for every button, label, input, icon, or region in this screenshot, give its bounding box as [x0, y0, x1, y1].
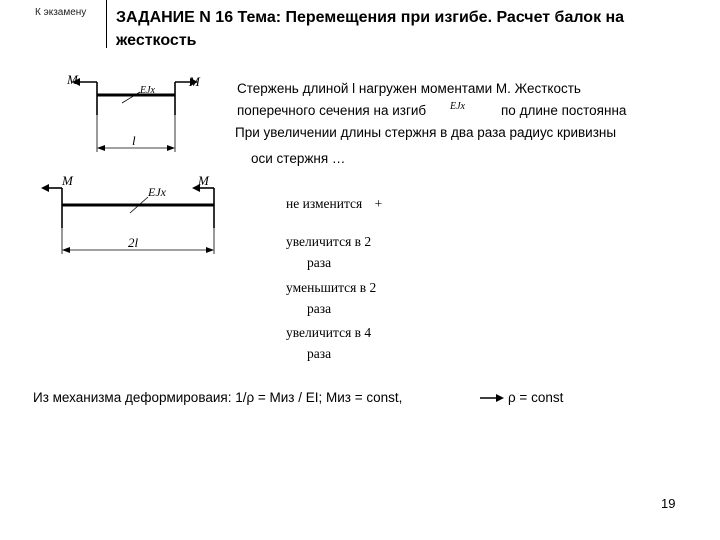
- beam-diagram-2: [38, 168, 233, 268]
- option-2[interactable]: [286, 231, 371, 273]
- statement-line-2b: по длине постоянна: [501, 103, 627, 118]
- option-2-line-2: раза: [307, 255, 332, 270]
- beam-diagram-1: [60, 70, 210, 158]
- stiffness-label-2: EJx: [148, 185, 166, 199]
- statement-line-2a: поперечного сечения на изгиб: [237, 103, 427, 118]
- option-4-line-1: увеличится в 4: [286, 325, 372, 340]
- statement-line-1: Стержень длиной l нагружен моментами M. Жесткость: [237, 81, 581, 96]
- page-title: [116, 6, 706, 52]
- length-label-2: 2l: [128, 235, 139, 250]
- moment-label-left-2: M: [62, 173, 73, 188]
- option-3-line-1: уменьшится в 2: [286, 280, 377, 295]
- statement-line-4: оси стержня …: [251, 151, 346, 166]
- option-4[interactable]: [286, 322, 371, 364]
- statement-stiffness-symbol: EJx: [450, 101, 465, 112]
- option-4-line-2: раза: [307, 346, 332, 361]
- moment-label-right-2: M: [198, 173, 209, 188]
- dimension-arrow-right-icon: [167, 145, 175, 151]
- arrow-right-icon: [480, 392, 504, 404]
- dimension-arrow-right-icon-2: [206, 247, 214, 253]
- explanation-result: ρ = const: [508, 390, 564, 405]
- option-1-text: не изменится: [286, 196, 363, 211]
- explanation-formula: Из механизма деформироваия: 1/ρ = Миз / EI; Миз = const,: [33, 390, 403, 405]
- correct-mark: +: [374, 196, 383, 211]
- exam-link[interactable]: К экзамену: [35, 7, 87, 18]
- option-3[interactable]: [286, 277, 376, 319]
- option-3-line-2: раза: [307, 301, 332, 316]
- length-label-1: l: [132, 133, 136, 148]
- statement-line-3: При увеличении длины стержня в два раза радиус кривизны: [235, 125, 617, 140]
- moment-label-right-1: M: [189, 74, 200, 89]
- option-2-line-1: увеличится в 2: [286, 234, 372, 249]
- stiffness-label-1: EJx: [140, 85, 155, 96]
- page-number: 19: [661, 496, 676, 511]
- dimension-arrow-left-icon-2: [62, 247, 70, 253]
- sidebar-divider: [106, 0, 107, 48]
- moment-label-left-1: M: [67, 72, 78, 87]
- title-line-1: ЗАДАНИЕ N 16 Тема: Перемещения при изгибе. Расчет балок на: [116, 9, 625, 26]
- title-line-2: жесткость: [116, 32, 197, 49]
- dimension-arrow-left-icon: [97, 145, 105, 151]
- option-1[interactable]: [286, 196, 382, 212]
- moment-left-arrow-icon-2: [41, 184, 49, 192]
